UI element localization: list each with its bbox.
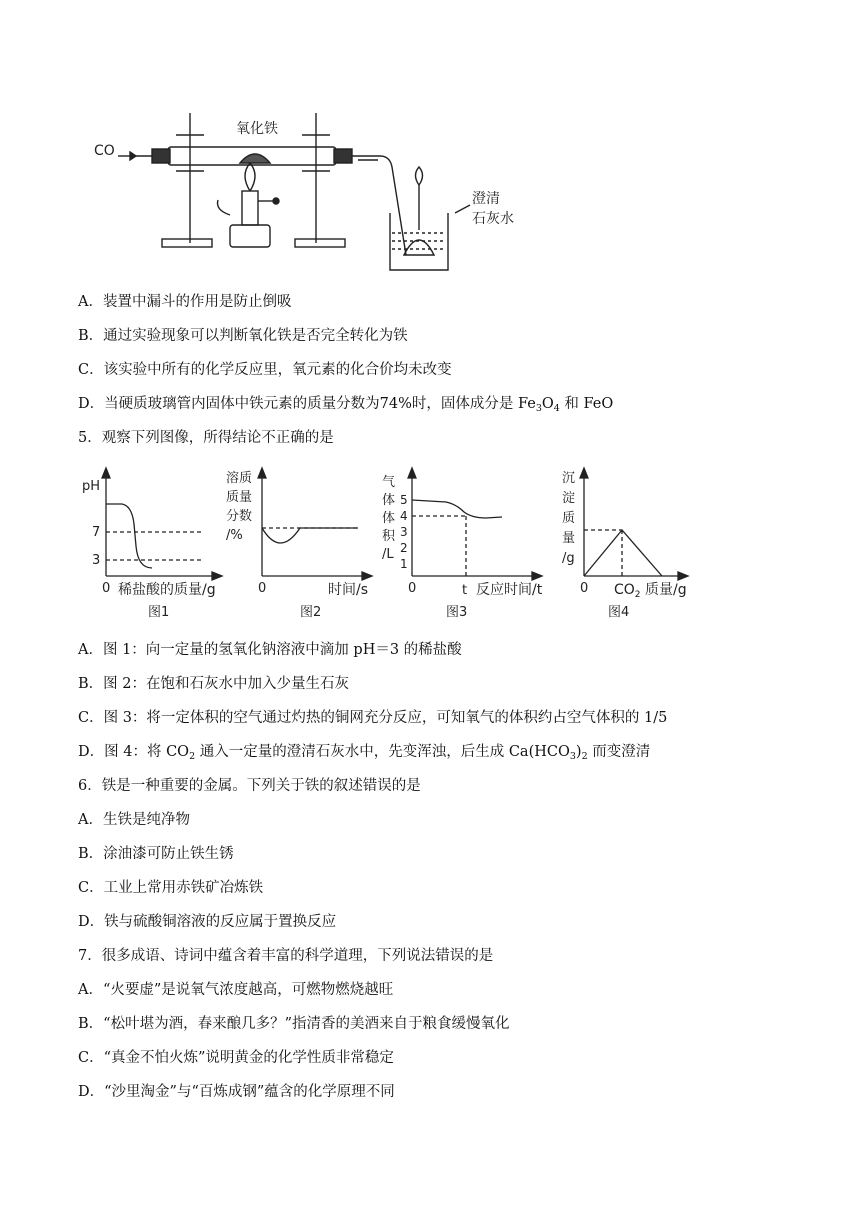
g3-tick-2: 2	[400, 541, 408, 555]
q6-option-d: D．铁与硫酸铜溶液的反应属于置换反应	[78, 914, 337, 930]
g2-xlabel: 时间/s	[328, 582, 369, 598]
g3-ylabel-3: 体	[382, 511, 396, 526]
q4-option-d: D．当硬质玻璃管内固体中铁元素的质量分数为74%时，固体成分是 $Fe_3O_4$ 和 FeO	[78, 396, 614, 414]
g3-ylabel-4: 积	[382, 529, 396, 544]
g4-ylabel-5: /g	[562, 551, 575, 566]
q5-option-c: C．图 3：将一定体积的空气通过灼热的铜网充分反应，可知氧气的体积约占空气体积的 1/5	[78, 710, 668, 726]
q5-option-d: D．图 4：将 $CO_2$ 通入一定量的澄清石灰水中，先变浑浊，后生成 $Ca(HCO_3)_2$ 而变澄清	[78, 744, 651, 762]
g2-caption: 图2	[300, 605, 322, 620]
g3-caption: 图3	[446, 605, 468, 620]
q7-option-d: D．“沙里淘金”与“百炼成钢”蕴含的化学原理不同	[78, 1084, 395, 1100]
q5-stem: 5．观察下列图像，所得结论不正确的是	[78, 430, 334, 446]
q6-option-a: A．生铁是纯净物	[78, 812, 190, 828]
q5-option-b: B．图 2：在饱和石灰水中加入少量生石灰	[78, 676, 349, 692]
g4-xlabel: $CO_2$ 质量/g	[614, 582, 687, 600]
co-label: CO	[94, 143, 115, 159]
g2-ylabel-2: 质量	[226, 490, 253, 505]
g2-ylabel-4: /%	[226, 528, 243, 543]
g3-t-mark: t	[462, 583, 468, 598]
g4-ylabel-1: 沉	[562, 471, 576, 486]
g4-ylabel-3: 质	[562, 511, 576, 526]
g1-ylabel: pH	[82, 479, 101, 494]
q7-option-c: C．“真金不怕火炼”说明黄金的化学性质非常稳定	[78, 1050, 394, 1066]
g4-ylabel-2: 淀	[562, 491, 576, 506]
g4-caption: 图4	[608, 605, 630, 620]
g3-ylabel-1: 气	[382, 475, 396, 490]
g1-origin: 0	[102, 581, 111, 596]
g3-tick-3: 3	[400, 525, 408, 539]
g1-caption: 图1	[148, 605, 170, 620]
q4-option-c: C．该实验中所有的化学反应里，氧元素的化合价均未改变	[78, 362, 452, 378]
g3-xlabel: 反应时间/t	[476, 582, 543, 598]
limewater-label-2: 石灰水	[472, 211, 514, 227]
g3-tick-1: 1	[400, 557, 408, 571]
q7-stem: 7．很多成语、诗词中蕴含着丰富的科学道理，下列说法错误的是	[78, 948, 494, 964]
g2-ylabel-3: 分数	[226, 509, 253, 524]
g2-origin: 0	[258, 581, 267, 596]
g3-ylabel-5: /L	[382, 547, 394, 562]
g3-tick-5: 5	[400, 493, 408, 507]
q6-option-b: B．涂油漆可防止铁生锈	[78, 846, 234, 862]
g3-tick-4: 4	[400, 509, 408, 523]
q4-option-a: A．装置中漏斗的作用是防止倒吸	[78, 294, 292, 310]
g4-ylabel-4: 量	[562, 531, 576, 546]
g1-tick-7: 7	[92, 525, 101, 540]
q4-option-b: B．通过实验现象可以判断氧化铁是否完全转化为铁	[78, 328, 408, 344]
g3-origin: 0	[408, 581, 417, 596]
g1-xlabel: 稀盐酸的质量/g	[118, 582, 216, 598]
q6-option-c: C．工业上常用赤铁矿冶炼铁	[78, 880, 264, 896]
g2-ylabel-1: 溶质	[226, 471, 253, 486]
limewater-label-1: 澄清	[472, 191, 500, 207]
g4-origin: 0	[580, 581, 589, 596]
q6-stem: 6．铁是一种重要的金属。下列关于铁的叙述错误的是	[78, 778, 421, 794]
apparatus-diagram	[90, 105, 530, 275]
iron-oxide-label: 氧化铁	[236, 121, 278, 137]
q5-graphs	[76, 464, 696, 624]
q7-option-b: B．“松叶堪为酒，春来酿几多？”指清香的美酒来自于粮食缓慢氧化	[78, 1016, 510, 1032]
q5-option-a: A．图 1：向一定量的氢氧化钠溶液中滴加 pH＝3 的稀盐酸	[78, 642, 462, 658]
q7-option-a: A．“火要虚”是说氧气浓度越高，可燃物燃烧越旺	[78, 982, 394, 998]
g1-tick-3: 3	[92, 553, 101, 568]
g3-ylabel-2: 体	[382, 493, 396, 508]
